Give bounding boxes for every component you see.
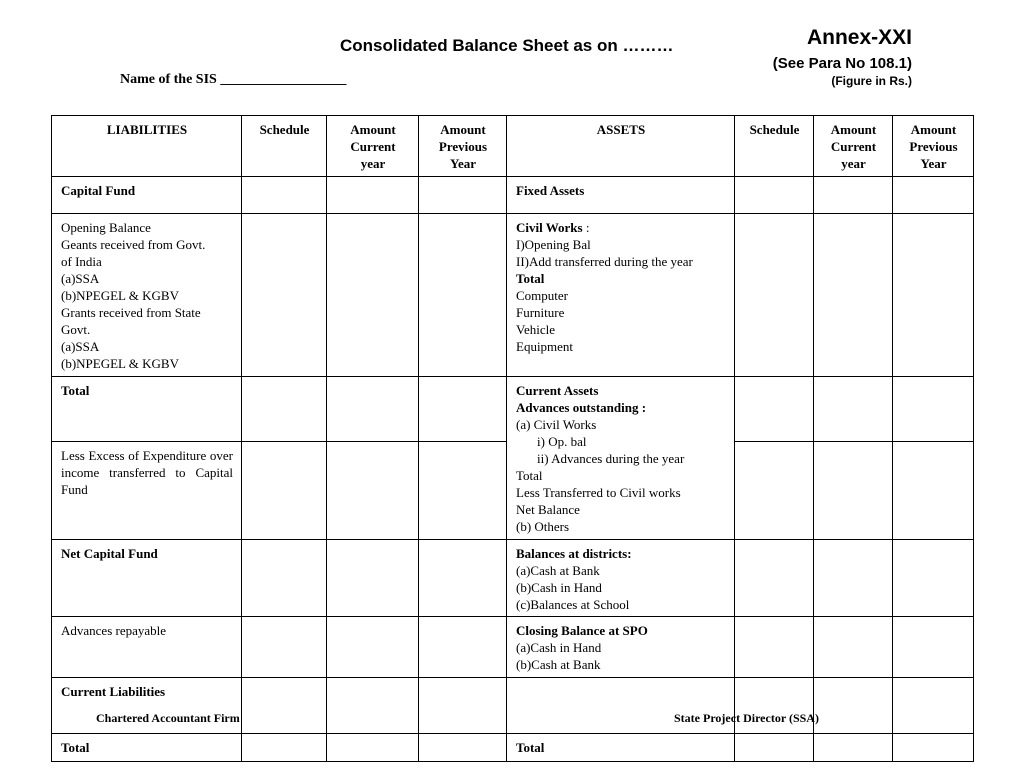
list-item: Advances outstanding : <box>516 400 647 415</box>
empty-cell <box>242 442 327 540</box>
list-item: (a)SSA <box>61 271 100 286</box>
empty-cell <box>893 617 974 678</box>
list-item: (a) Civil Works <box>516 417 597 432</box>
total-label: Total <box>52 377 242 442</box>
col-assets: ASSETS <box>507 116 735 177</box>
empty-cell <box>893 678 974 734</box>
list-item: (b)Cash at Bank <box>516 657 601 672</box>
list-item: Computer <box>516 288 568 303</box>
current-liabilities-cell <box>52 678 242 734</box>
list-item: (a)Cash at Bank <box>516 563 600 578</box>
empty-cell <box>419 442 507 540</box>
fixed-assets-label: Fixed Assets <box>507 177 735 214</box>
list-item: Less Transferred to Civil works <box>516 485 681 500</box>
col-amount-previous-assets <box>893 116 974 177</box>
sis-name-field: Name of the SIS __________________ <box>120 72 347 87</box>
empty-cell <box>242 540 327 617</box>
empty-cell <box>419 617 507 678</box>
empty-cell <box>419 177 507 214</box>
list-item: Vehicle <box>516 322 555 337</box>
empty-cell <box>242 177 327 214</box>
empty-cell <box>893 177 974 214</box>
col-label-line: Amount <box>830 122 877 137</box>
liabilities-total-label: Total <box>52 734 242 762</box>
balance-sheet-table <box>51 115 974 762</box>
col-label-line: year <box>841 156 866 171</box>
col-label-line: Year <box>920 156 947 171</box>
list-item: Equipment <box>516 339 574 354</box>
list-item: Total <box>516 271 545 286</box>
net-capital-fund-label: Net Capital Fund <box>52 540 242 617</box>
table-row <box>52 734 974 762</box>
list-item: Grants received from State <box>61 305 201 320</box>
table-row <box>52 617 974 678</box>
list-item: Furniture <box>516 305 565 320</box>
list-item: Govt. <box>61 322 91 337</box>
colon: : <box>582 220 590 235</box>
col-amount-current-assets <box>814 116 893 177</box>
list-item <box>516 219 726 236</box>
ca-firm-signature: Chartered Accountant Firm <box>96 711 240 725</box>
col-label-line: Year <box>450 156 476 171</box>
civil-works-label: Civil Works <box>516 220 583 235</box>
table-row <box>52 678 974 734</box>
empty-cell <box>419 734 507 762</box>
table-row <box>52 540 974 617</box>
col-label-line: Previous <box>909 139 958 154</box>
col-schedule-liabilities: Schedule <box>242 116 327 177</box>
empty-cell <box>327 377 419 442</box>
empty-cell <box>674 678 893 734</box>
empty-cell <box>419 214 507 377</box>
col-label-line: Current <box>830 139 877 154</box>
empty-cell <box>327 214 419 377</box>
empty-cell <box>814 540 893 617</box>
empty-cell <box>735 377 814 442</box>
empty-cell <box>735 214 814 377</box>
empty-cell <box>419 540 507 617</box>
list-item: Opening Balance <box>61 220 151 235</box>
empty-cell <box>242 617 327 678</box>
empty-cell <box>893 540 974 617</box>
col-label-line: Previous <box>438 139 488 154</box>
empty-cell <box>419 678 507 734</box>
empty-cell <box>735 442 814 540</box>
table-row <box>52 377 974 442</box>
empty-cell <box>735 734 814 762</box>
col-label-line: Current <box>350 139 396 154</box>
empty-cell <box>814 442 893 540</box>
advances-repayable-label: Advances repayable <box>52 617 242 678</box>
empty-cell <box>242 377 327 442</box>
list-item: (c)Balances at School <box>516 597 630 612</box>
table-row <box>52 177 974 214</box>
empty-cell <box>327 617 419 678</box>
empty-cell <box>893 442 974 540</box>
current-liabilities-label: Current Liabilities <box>61 684 166 699</box>
annex-number: Annex-XXI <box>806 26 912 49</box>
empty-cell <box>327 442 419 540</box>
col-liabilities: LIABILITIES <box>52 116 242 177</box>
empty-cell <box>327 177 419 214</box>
para-reference: (See Para No 108.1) <box>772 55 912 72</box>
list-item: i) Op. bal <box>537 434 587 449</box>
closing-balance-cell <box>507 617 735 678</box>
list-item: Total <box>516 468 543 483</box>
col-label-line: Amount <box>350 122 396 137</box>
empty-cell <box>735 177 814 214</box>
capital-fund-label: Capital Fund <box>52 177 242 214</box>
list-item: Geants received from Govt. <box>61 237 206 252</box>
list-item: (b)NPEGEL & KGBV <box>61 288 179 303</box>
empty-cell <box>814 177 893 214</box>
empty-cell <box>242 678 327 734</box>
empty-cell <box>814 617 893 678</box>
empty-cell <box>893 734 974 762</box>
table-row <box>52 214 974 377</box>
header-row <box>52 116 974 177</box>
list-item: Current Assets <box>516 383 599 398</box>
civil-works-cell <box>507 214 735 377</box>
col-label-line: year <box>360 156 386 171</box>
empty-cell <box>814 214 893 377</box>
list-item: (a)SSA <box>61 339 100 354</box>
empty-cell <box>735 617 814 678</box>
empty-cell <box>814 377 893 442</box>
current-assets-cell <box>507 377 735 540</box>
list-item: Closing Balance at SPO <box>516 623 648 638</box>
empty-cell <box>814 734 893 762</box>
empty-cell <box>327 678 419 734</box>
opening-balance-cell <box>52 214 242 377</box>
spd-signature: State Project Director (SSA) <box>674 711 819 725</box>
col-label-line: Amount <box>440 122 486 137</box>
empty-cell <box>735 540 814 617</box>
empty-cell <box>242 734 327 762</box>
balances-districts-cell <box>507 540 735 617</box>
empty-cell <box>893 214 974 377</box>
empty-cell <box>327 734 419 762</box>
list-item: Balances at districts: <box>516 546 632 561</box>
list-item: (a)Cash in Hand <box>516 640 602 655</box>
list-item: (b)Cash in Hand <box>516 580 602 595</box>
empty-cell <box>327 540 419 617</box>
col-amount-current-liabilities <box>327 116 419 177</box>
list-item: of India <box>61 254 102 269</box>
assets-total-label: Total <box>507 734 735 762</box>
list-item: Net Balance <box>516 502 580 517</box>
figure-note: (Figure in Rs.) <box>831 74 912 88</box>
col-label-line: Amount <box>910 122 957 137</box>
list-item: (b) Others <box>516 519 570 534</box>
list-item: I)Opening Bal <box>516 237 591 252</box>
empty-cell <box>242 214 327 377</box>
list-item: (b)NPEGEL & KGBV <box>61 356 179 371</box>
list-item: ii) Advances during the year <box>537 451 685 466</box>
list-item: II)Add transferred during the year <box>516 254 693 269</box>
col-amount-previous-liabilities <box>419 116 507 177</box>
page-title: Consolidated Balance Sheet as on ……… <box>340 36 674 55</box>
col-schedule-assets: Schedule <box>735 116 814 177</box>
less-excess-label: Less Excess of Expenditure over income transferred to Capital Fund <box>52 442 242 540</box>
empty-cell <box>419 377 507 442</box>
empty-cell <box>893 377 974 442</box>
